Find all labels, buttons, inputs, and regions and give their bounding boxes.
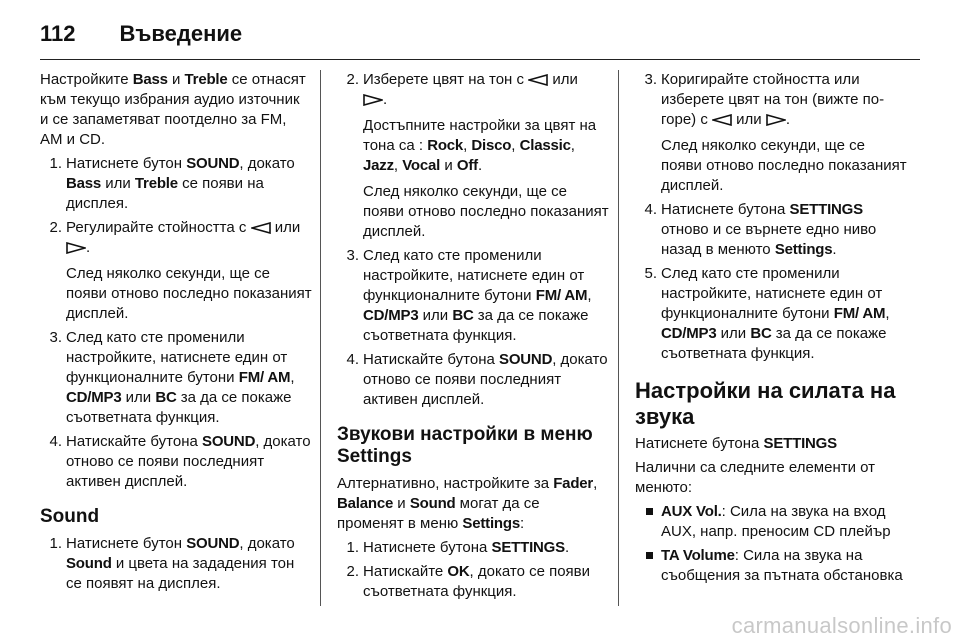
square-bullet-icon bbox=[646, 552, 653, 559]
alt-paragraph: Алтернативно, настройките за Fader, Balance и Sound могат да се променят в меню Settings: bbox=[337, 475, 598, 532]
list-item: 4. Натискайте бутона SOUND, докато отново се появи последният активен дисплей. bbox=[346, 351, 608, 408]
page-number: 112 bbox=[40, 21, 76, 46]
column-divider-1 bbox=[320, 70, 321, 606]
list-item: 5. След като сте променили настройките, натиснете един от функционалните бутони FM/ AM, CD/MP3 или BC за да се покаже съответната функция. bbox=[644, 265, 890, 362]
list-item: TA Volume: Сила на звука на съобщения за пътната обстановка bbox=[635, 546, 907, 586]
list-item: 4. Натискайте бутона SOUND, докато отново се появи последният активен дисплей. bbox=[49, 433, 311, 490]
triangle-left-icon bbox=[528, 74, 548, 86]
page-header bbox=[40, 14, 242, 54]
list-item: 3. Коригирайте стойността или изберете цвят на тон (вижте по-горе) с или . След няколко секунди, ще се появи отново последно показаният дисплей. bbox=[644, 71, 907, 194]
column-1 bbox=[40, 70, 312, 600]
press-paragraph: Натиснете бутона SETTINGS bbox=[635, 435, 837, 452]
header-rule bbox=[40, 59, 920, 60]
list-item: 3. След като сте променили настройките, натиснете един от функционалните бутони FM/ AM, CD/MP3 или BC за да се покаже съответната функция. bbox=[346, 247, 592, 344]
column-2 bbox=[337, 70, 609, 608]
tone-steps-list bbox=[337, 70, 609, 410]
list-item: 3. След като сте променили настройките, натиснете един от функционалните бутони FM/ AM, CD/MP3 или BC за да се покаже съответната функция. bbox=[49, 329, 295, 426]
triangle-left-icon bbox=[251, 222, 271, 234]
square-bullet-icon bbox=[646, 508, 653, 515]
list-item: 4. Натиснете бутона SETTINGS отново и се върнете едно ниво назад в менюто Settings. bbox=[644, 201, 877, 258]
list-item: 1. Натиснете бутона SETTINGS. bbox=[346, 539, 570, 556]
column-divider-2 bbox=[618, 70, 619, 606]
watermark: carmanualsonline.info bbox=[731, 613, 952, 638]
list-item: 1. Натиснете бутон SOUND, докато Sound и цвета на зададения тон се появят на дисплея. bbox=[49, 535, 295, 592]
volume-items-list bbox=[635, 502, 907, 586]
list-item: 2. Регулирайте стойността с или . След няколко секунди, ще се появи отново последно показаният дисплей. bbox=[49, 219, 312, 322]
triangle-right-icon bbox=[66, 242, 86, 254]
settings-menu-heading: Звукови настройки в меню Settings bbox=[337, 424, 593, 467]
settings-steps-list bbox=[337, 538, 609, 602]
column-3 bbox=[635, 70, 907, 590]
available-paragraph: Налични са следните елементи от менюто: bbox=[635, 459, 876, 496]
sound-heading: Sound bbox=[40, 506, 100, 527]
triangle-left-icon bbox=[712, 114, 732, 126]
list-item: 2. Изберете цвят на тон с или . Достъпните настройки за цвят на тона са : Rock, Disco, Classic, Jazz, Vocal и Off. След няколко секунди, ще се появи отново последно показаният дисплей. bbox=[346, 71, 609, 240]
sound-steps-list bbox=[40, 154, 312, 492]
list-item: 1. Натиснете бутон SOUND, докато Bass или Treble се появи на дисплея. bbox=[49, 155, 295, 212]
triangle-right-icon bbox=[363, 94, 383, 106]
list-item: 2. Натискайте OK, докато се появи съответната функция. bbox=[346, 563, 591, 600]
triangle-right-icon bbox=[766, 114, 786, 126]
sound-color-steps-list bbox=[40, 534, 312, 594]
page-title: Въведение bbox=[119, 21, 243, 46]
volume-settings-heading: Настройки на силата на звука bbox=[635, 378, 896, 429]
adjust-steps-list bbox=[635, 70, 907, 364]
tone-options: Достъпните настройки за цвят на тона са : Rock, Disco, Classic, Jazz, Vocal и Off. bbox=[363, 117, 597, 174]
list-item: AUX Vol.: Сила на звука на вход AUX, напр. преносим CD плейър bbox=[635, 502, 907, 542]
intro-paragraph: Настройките Bass и Treble се отнасят към текущо избрания аудио източник и се запаметяват поотделно за FM, AM и CD. bbox=[40, 71, 306, 148]
